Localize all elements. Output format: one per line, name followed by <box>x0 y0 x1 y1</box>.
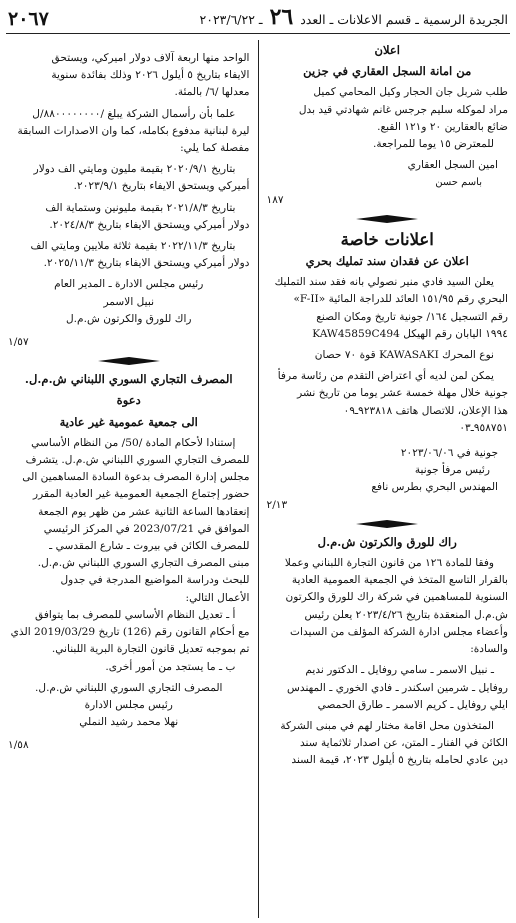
ad2-line: رقم التسجيل ١٦٤/ جونية تاريخ ومكان الصنع <box>316 310 508 323</box>
ad4-line: أ ـ تعديل النظام الأساسي للمصرف بما يتوافق <box>35 608 236 621</box>
ad1-line: مراد لموكله سليم جرجس غانم شهادتي قيد بدل <box>298 103 508 116</box>
ad3-line: ايلي روفايل ـ كريم الاسمر ـ طارق الحمصي <box>317 698 508 711</box>
ad4-signature-title: رئيس مجلس الادارة <box>84 698 173 711</box>
ad3-line: المتخذون محل اقامة مختار لهم في مبنى الشركة <box>280 719 494 732</box>
ad4-signature-company: المصرف التجاري السوري اللبناني ش.م.ل. <box>35 681 223 694</box>
page-header <box>6 0 510 34</box>
header-title: الجريدة الرسمية ـ قسم الاعلانات ـ العدد ٢٦ ـ ٢٠٢٣/٦/٢٢ <box>199 4 508 30</box>
ad4-subtitle: الى جمعية عمومية غير عادية <box>59 414 198 429</box>
ad2-number: ٢/١٣ <box>266 498 288 511</box>
cont-line: علما بأن رأسمال الشركة يبلغ /٨٨٠٠٠٠٠٠٠٠/ل <box>32 107 236 120</box>
cont-line: الايفاء بتاريخ ٥ أيلول ٢٠٢٦ وذلك بفائدة سنوية <box>51 69 250 82</box>
cont-number: ١/٥٧ <box>8 336 29 349</box>
ad4-line: تم بموجبه تعديل قانون التجارة البرية اللبناني. <box>51 643 250 656</box>
ad2-line: ١٩٩٤ اليابان رقم الهيكل KAW45859C494 <box>312 327 508 340</box>
ad4-line: مبنى المصرف التجاري السوري اللبناني ش.م.ل. <box>37 557 250 570</box>
ad4-signature-name: نهلا محمد رشيد النملي <box>79 716 179 729</box>
ad3-line: روفايل ـ شرمين اسكندر ـ فادي الخوري ـ المهندس <box>286 681 508 694</box>
cont-line: الواحد منها اربعة آلاف دولار اميركي، ويستحق <box>51 52 250 64</box>
ad1-line: طلب شربل جان الحجار وكيل المحامي كميل <box>313 86 508 99</box>
columns <box>6 34 510 918</box>
ad4-label: دعوة <box>116 393 141 408</box>
ad2-line: جونية خلال مهلة خمسة عشر يوما من تاريخ نشر <box>297 387 508 400</box>
ad4-line: للمصرف الكائن في بيروت ـ شارع المقدسي ـ <box>49 540 250 553</box>
ad3-line: ش.م.ل المنعقدة بتاريخ ٢٠٢٣/٤/٢٦ يعلن رئيس <box>304 608 508 621</box>
separator-icon <box>267 520 509 528</box>
left-column <box>6 34 258 918</box>
ad2-line: نوع المحرك KAWASAKI قوة ٧٠ حصان <box>314 349 494 362</box>
ad1-line: للمعترض ١٥ يوما للمراجعة. <box>373 138 494 151</box>
issue-number: ٢٦ <box>269 4 294 30</box>
ad2-line: يمكن لمن لديه أي اعتراض التقدم من رئاسة مرفأ <box>277 370 494 383</box>
ad4-company: المصرف التجاري السوري اللبناني ش.م.ل. <box>24 372 233 387</box>
ad3-line: بالقرار التاسع المتخذ في الجمعية العمومية العادية <box>291 574 508 587</box>
ad1-number: ١٨٧ <box>266 193 284 206</box>
cont-line: دولار أميركي ويستحق الايفاء بتاريخ ٢٠٢٤/٨/٣. <box>49 218 250 231</box>
ad2-title: اعلان عن فقدان سند تمليك بحري <box>305 254 469 269</box>
ad2-place-date: جونية في ٢٠٢٣/٠٦/٠٦ <box>400 447 498 460</box>
ad4-line: الأعمال التالي: <box>185 591 250 604</box>
ad4-line: إنعقادها الساعة الثانية عشر من ظهر يوم الجمعة <box>38 505 250 518</box>
column-divider <box>258 40 259 918</box>
cont-signature-company: راك للورق والكرتون ش.م.ل <box>65 312 192 325</box>
ad4-line: للبحث ودراسة المواضيع المدرجة في جدول <box>60 574 250 587</box>
ad1-signature-name: باسم حسن <box>435 177 482 189</box>
ad4-number: ١/٥٨ <box>8 739 29 752</box>
ad1-label: اعلان <box>374 43 401 57</box>
ad4-line: إستنادا لأحكام المادة /50/ من النظام الأساسي <box>31 436 236 449</box>
ad4-line: مجلس إدارة المصرف بدعوة السادة المساهمين الى <box>22 471 250 484</box>
ad3-line: الكائن في الفنار ـ المتن، عن اصدار ثلاثماية سند <box>299 737 508 750</box>
ad3-line: والسادة: <box>470 643 508 656</box>
right-column <box>259 34 511 918</box>
ad4-line: مع أحكام القانون رقم (126) تاريخ 2019/03/29 الذي <box>10 626 250 639</box>
ad3-line: دين عادي لحامله بتاريخ ٥ أيلول ٢٠٢٣، قيمة السند <box>291 754 508 767</box>
ad1-line: ضائع بالعقارين ٢٠ و١٢١ القبع. <box>377 120 508 133</box>
ad2-line: البحري رقم ١٥١/٩٥ العائد للدراجة المائية «F-II» <box>293 293 508 306</box>
ad4-line: ب ـ ما يستجد من أمور أخرى. <box>105 660 236 673</box>
cont-line: بتاريخ ٢٠٢١/٨/٣ بقيمة مليونين وستماية الف <box>45 201 236 214</box>
cont-signature-name: نبيل الاسمر <box>103 295 155 308</box>
ad3-line: وأعضاء مجلس ادارة الشركة المؤلف من السيدات <box>290 625 508 638</box>
issue-date: ـ ٢٠٢٣/٦/٢٢ <box>199 12 263 27</box>
ad3-line: ـ نبيل الاسمر ـ سامي روفايل ـ الدكتور نديم <box>305 664 494 677</box>
cont-line: مفصلة كما يلي: <box>180 142 250 155</box>
cont-signature-title: رئيس مجلس الادارة ـ المدير العام <box>54 278 204 291</box>
cont-line: ليرة لبنانية مدفوع بكامله، كما وان الاصدارات السابقة <box>17 124 250 137</box>
ad3-line: وفقا للمادة ١٢٦ من قانون التجارة اللبناني وعملا <box>284 557 494 570</box>
cont-line: دولار أميركي ويستحق الايفاء بتاريخ ٢٠٢٥/١١/٣. <box>43 257 250 270</box>
ad1-signature-title: امين السجل العقاري <box>407 159 498 172</box>
ad4-line: للمصرف التجاري السوري اللبناني ش.م.ل. يتشرف <box>25 454 250 467</box>
ad3-title: راك للورق والكرتون ش.م.ل <box>317 534 457 549</box>
cont-line: أميركي ويستحق الايفاء بتاريخ ٢٠٢٣/٩/١. <box>73 180 250 193</box>
ad2-line: ٩٥٨٧٥١ـ٠٣ <box>459 421 508 434</box>
ad4-line: الموافق في 2023/07/21 في المركز الرئيسي <box>43 522 250 535</box>
separator-icon <box>267 215 509 223</box>
cont-line: بتاريخ ٢٠٢٢/١١/٣ بقيمة ثلاثة ملايين ومايتي الف <box>30 240 236 253</box>
ad2-signature-name: المهندس البحري بطرس نافع <box>371 481 498 494</box>
ad4-line: حضور إجتماع الجمعية العمومية غير العادية المقرر <box>33 488 250 501</box>
cont-line: معدلها /٦/ بالمئة. <box>174 86 250 99</box>
page-number: ٢٠٦٧ <box>8 8 49 30</box>
section-title: اعلانات خاصة <box>340 229 434 249</box>
ad2-line: هذا الإعلان، للاتصال هاتف ٩٢٣٨١٨ـ٠٩ <box>343 404 508 417</box>
ad3-line: السنوية للمساهمين في شركة راك للورق والكرتون <box>285 591 508 604</box>
separator-icon <box>8 357 250 365</box>
ad2-signature-title: رئيس مرفأ جونية <box>414 464 490 477</box>
cont-line: بتاريخ ٢٠٢٠/٩/١ بقيمة مليون ومايتي الف دولار <box>33 163 236 176</box>
ad1-title: من امانة السجل العقاري في جزين <box>303 64 472 79</box>
ad2-line: يعلن السيد فادي منير نصولي بانه فقد سند التمليك <box>274 276 494 289</box>
